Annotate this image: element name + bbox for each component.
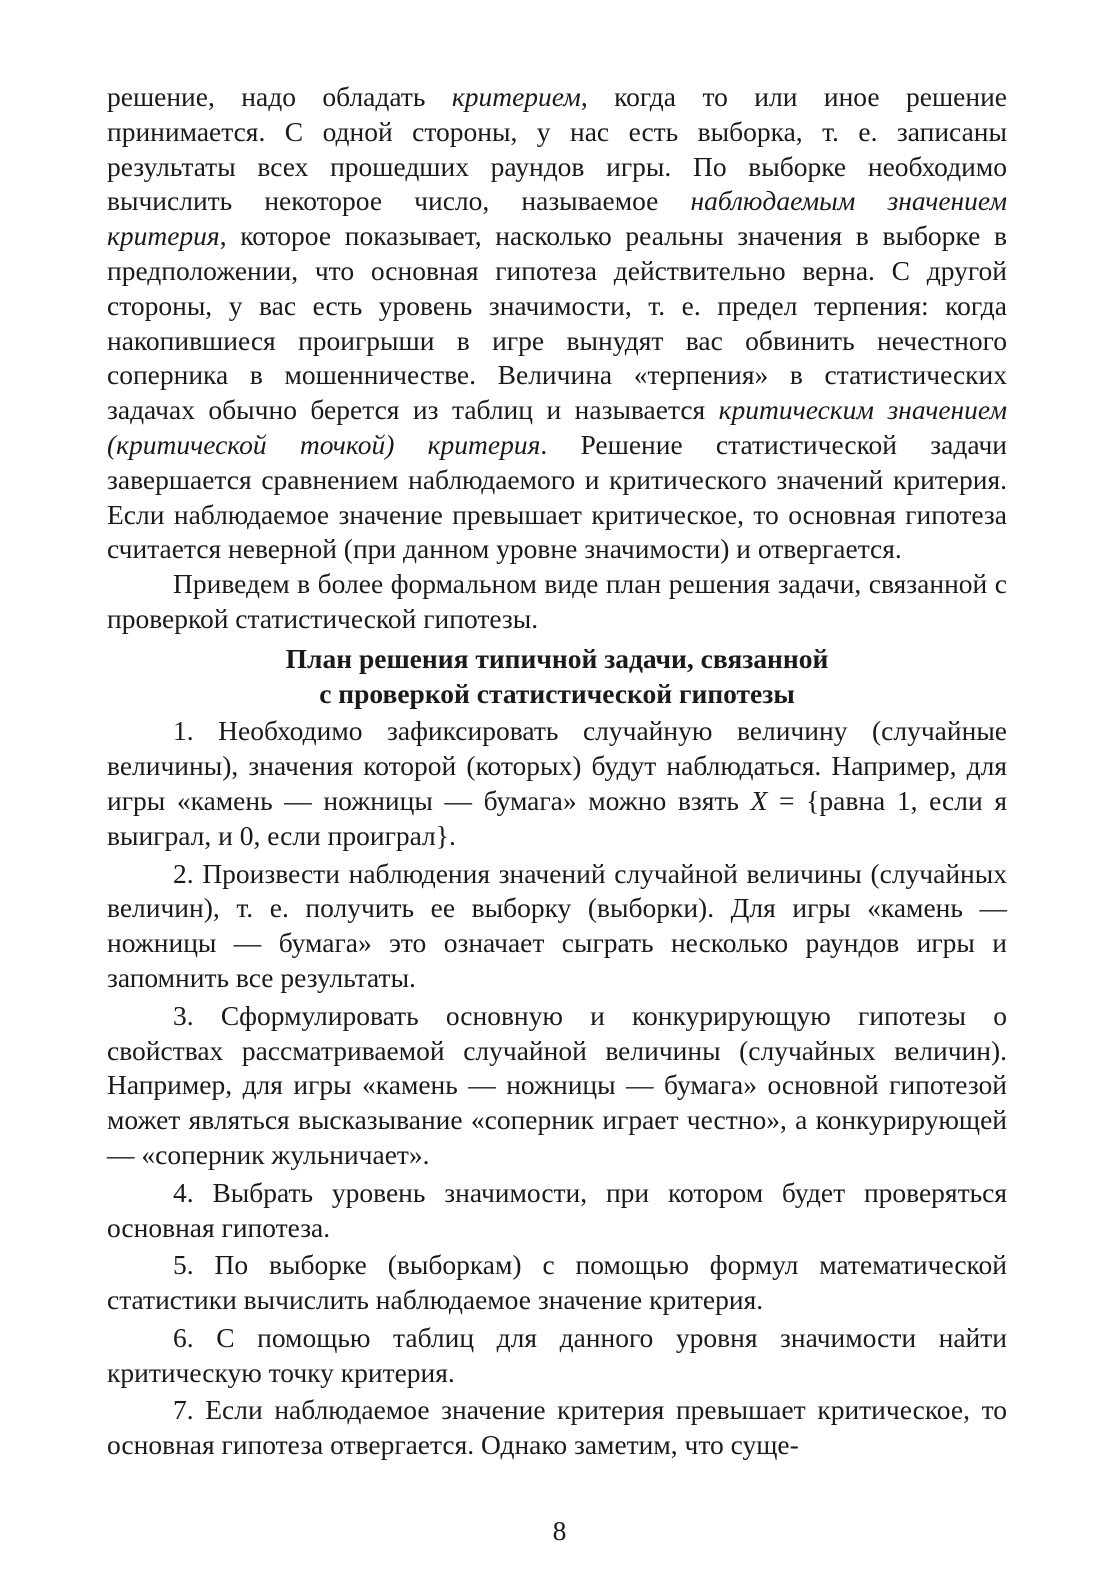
plan-step-6: 6. С помощью таблиц для данного уровня значимости найти критическую точку критерия. bbox=[107, 1321, 1007, 1388]
plan-step-4: 4. Выбрать уровень значимости, при котором будет проверяться основная гипотеза. bbox=[107, 1176, 1007, 1243]
paragraph-plan-intro: Приведем в более формальном виде план решения задачи, связанной с проверкой статистической гипотезы. bbox=[107, 568, 1007, 634]
term-observed-value: наблюдаемым значением критерия bbox=[107, 185, 1008, 252]
variable-x: X bbox=[750, 784, 768, 816]
body-text bbox=[107, 80, 1007, 1463]
plan-step-2: 2. Произвести наблюдения значений случайной величины (случайных величин), т. е. получить ее выборку (выборки). Для игры «камень — ножницы — бумага» это означает сыграть несколько раундов игры и запомнить все результаты. bbox=[107, 857, 1007, 993]
plan-step-7: 7. Если наблюдаемое значение критерия превышает критическое, то основная гипотеза отвергается. Однако заметим, что суще- bbox=[107, 1394, 1007, 1461]
section-heading bbox=[107, 642, 1007, 712]
plan-step-1: 1. Необходимо зафиксировать случайную величину (случайные величины), значения которой (которых) будут наблюдаться. Например, для игры «камень — ножницы — бумага» можно взять X = {равна 1, если я выиграл, и 0, если проиграл}. bbox=[107, 715, 1007, 851]
heading-line-1: План решения типичной задачи, связанной bbox=[285, 642, 829, 674]
term-criterion: критерием bbox=[451, 81, 581, 112]
page-number: 8 bbox=[552, 1515, 567, 1546]
heading-line-2: с проверкой статистической гипотезы bbox=[319, 677, 795, 709]
term-critical-value: критическим значением (критической точкой) критерия bbox=[107, 394, 1007, 460]
paragraph-criterion: решение, надо обладать критерием, когда то или иное решение принимается. С одной стороны, у нас есть выборка, т. е. записаны результаты всех прошедших раундов игры. По выборке необходимо вычислить некоторое число, называемое наблюдаемым значением критерия, которое показывает, насколько реальны значения в выборке в предположении, что основная гипотеза действительно верна. С другой стороны, у вас есть уровень значимости, т. е. предел терпения: когда накопившиеся проигрыши в игре вынудят вас обвинить нечестного соперника в мошенничестве. Величина «терпения» в статистических задачах обычно берется из таблиц и называется критическим значением (критической точкой) критерия. Решение статистической задачи завершается сравнением наблюдаемого и критического значений критерия. Если наблюдаемое значение превышает критическое, то основная гипотеза считается неверной (при данном уровне значимости) и отвергается. bbox=[107, 81, 1008, 565]
plan-step-3: 3. Сформулировать основную и конкурирующую гипотезы о свойствах рассматриваемой случайной величины (случайных величин). Например, для игры «камень — ножницы — бумага» основной гипотезой может являться высказывание «соперник играет честно», а конкурирующей — «соперник жульничает». bbox=[107, 999, 1007, 1170]
plan-step-5: 5. По выборке (выборкам) с помощью формул математической статистики вычислить наблюдаемое значение критерия. bbox=[107, 1249, 1007, 1316]
